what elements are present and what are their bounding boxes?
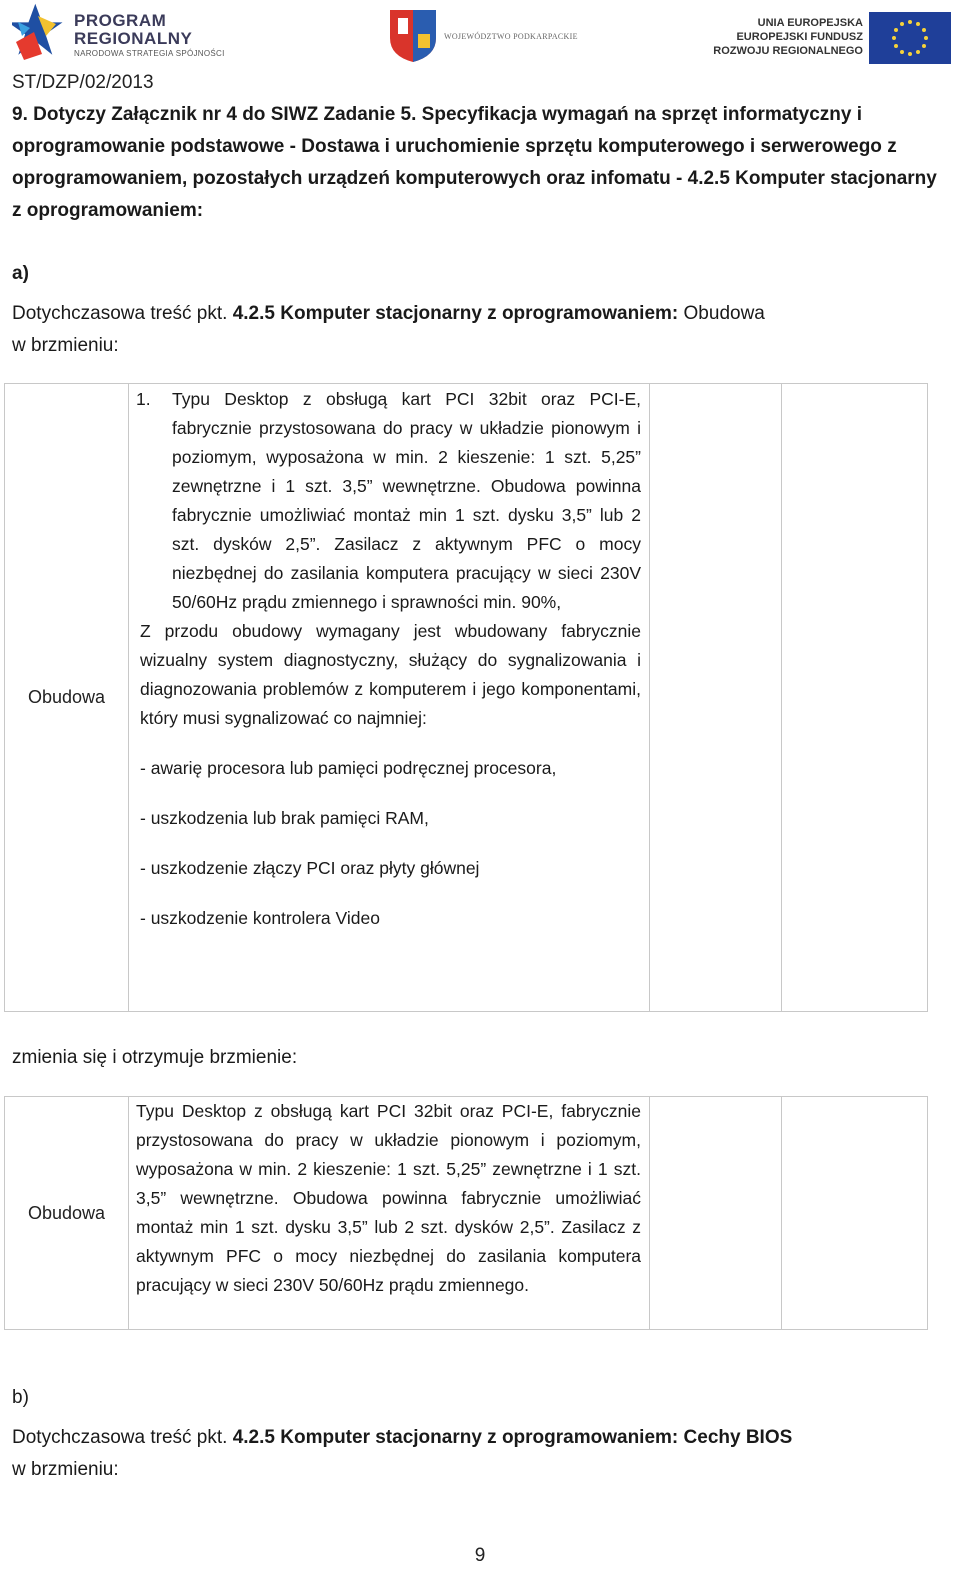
new-spec-content	[129, 1097, 650, 1330]
logo-left-line2: REGIONALNY	[74, 29, 193, 48]
wojewodztwo-logo	[388, 8, 598, 68]
old-spec-empty-cell-1	[650, 384, 782, 1012]
new-spec-text: Typu Desktop z obsługą kart PCI 32bit oraz PCI-E, fabrycznie przystosowana do pracy w układzie pionowym i poziomym, wyposażona w min. 2 kieszenie: 1 szt. 5,25” zewnętrzne i 1 szt. 3,5” wewnętrzne. Obudowa powinna fabrycznie umożliwiać montaż min 1 szt. dysku 3,5” lub 2 szt. dysków 2,5”. Zasilacz z aktywnym PFC o mocy niezbędnej do zasilania komputera pracujący w sieci 230V 50/60Hz prądu zmiennego.	[136, 1101, 641, 1295]
logo-mid-text: WOJEWÓDZTWO PODKARPACKIE	[444, 32, 578, 41]
logo-right-line1: UNIA EUROPEJSKA	[757, 17, 863, 29]
old-spec-label: Obudowa	[5, 384, 129, 1012]
old-spec-item: 1. Typu Desktop z obsługą kart PCI 32bit oraz PCI-E, fabrycznie przystosowana do pracy w układzie pionowym i poziomym, wyposażona w min. 2 kieszenie: 1 szt. 5,25” zewnętrzne i 1 szt. 3,5” wewnętrzne. Obudowa powinna fabrycznie umożliwiać montaż min 1 szt. dysku 3,5” lub 2 szt. dysków 2,5”. Zasilacz z aktywnym PFC o mocy niezbędnej do zasilania komputera pracujący w sieci 230V 50/60Hz prądu zmiennego i sprawności min. 90%,	[136, 389, 641, 612]
section-b-intro: Dotychczasowa treść pkt. 4.2.5 Komputer stacjonarny z oprogramowaniem: Cechy BIOS w brzmieniu:	[12, 1427, 793, 1480]
list-item: - uszkodzenie kontrolera Video	[140, 908, 380, 928]
old-spec-empty-cell-2	[782, 384, 928, 1012]
new-spec-table	[4, 1096, 928, 1330]
old-spec-front-text: Z przodu obudowy wymagany jest wbudowany fabrycznie wizualny system diagnostyczny, służący do sygnalizowania i diagnozowania problemów z komputerem i jego komponentami, który musi sygnalizować co najmniej:	[140, 621, 641, 728]
eu-flag-icon	[869, 12, 951, 64]
new-spec-empty-cell-1	[650, 1097, 782, 1330]
old-spec-content	[129, 384, 650, 1012]
old-spec-table	[4, 383, 928, 1012]
document-id: ST/DZP/02/2013	[12, 72, 154, 93]
new-spec-label: Obudowa	[5, 1097, 129, 1330]
logo-left-line1: PROGRAM	[74, 11, 167, 30]
section-b-label: b)	[12, 1387, 29, 1408]
section-heading: 9. Dotyczy Załącznik nr 4 do SIWZ Zadanie 5. Specyfikacja wymagań na sprzęt informatyczny i oprogramowanie podstawowe - Dostawa i uruchomienie sprzętu komputerowego i serwerowego z oprogramowaniem, pozostałych urządzeń komputerowych oraz infomatu - 4.2.5 Komputer stacjonarny z oprogramowaniem:	[12, 104, 937, 221]
coat-of-arms-icon	[388, 8, 438, 64]
eu-logo	[713, 12, 955, 64]
page-number: 9	[474, 1545, 486, 1566]
section-a-intro: Dotychczasowa treść pkt. 4.2.5 Komputer stacjonarny z oprogramowaniem: Obudowa w brzmieniu:	[12, 303, 765, 356]
list-item: - awarię procesora lub pamięci podręcznej procesora,	[140, 758, 557, 778]
logo-right-line2: EUROPEJSKI FUNDUSZ	[736, 31, 863, 43]
logo-left-subtitle: NARODOWA STRATEGIA SPÓJNOŚCI	[74, 49, 225, 58]
program-regionalny-logo	[12, 2, 242, 68]
section-a-label: a)	[12, 263, 29, 284]
star-logo-icon	[12, 2, 70, 68]
list-item: - uszkodzenia lub brak pamięci RAM,	[140, 808, 429, 828]
change-text: zmienia się i otrzymuje brzmienie:	[12, 1047, 298, 1068]
list-item: - uszkodzenie złączy PCI oraz płyty głównej	[140, 858, 480, 878]
new-spec-empty-cell-2	[782, 1097, 928, 1330]
header-logos	[0, 0, 960, 72]
logo-right-line3: ROZWOJU REGIONALNEGO	[713, 45, 863, 57]
